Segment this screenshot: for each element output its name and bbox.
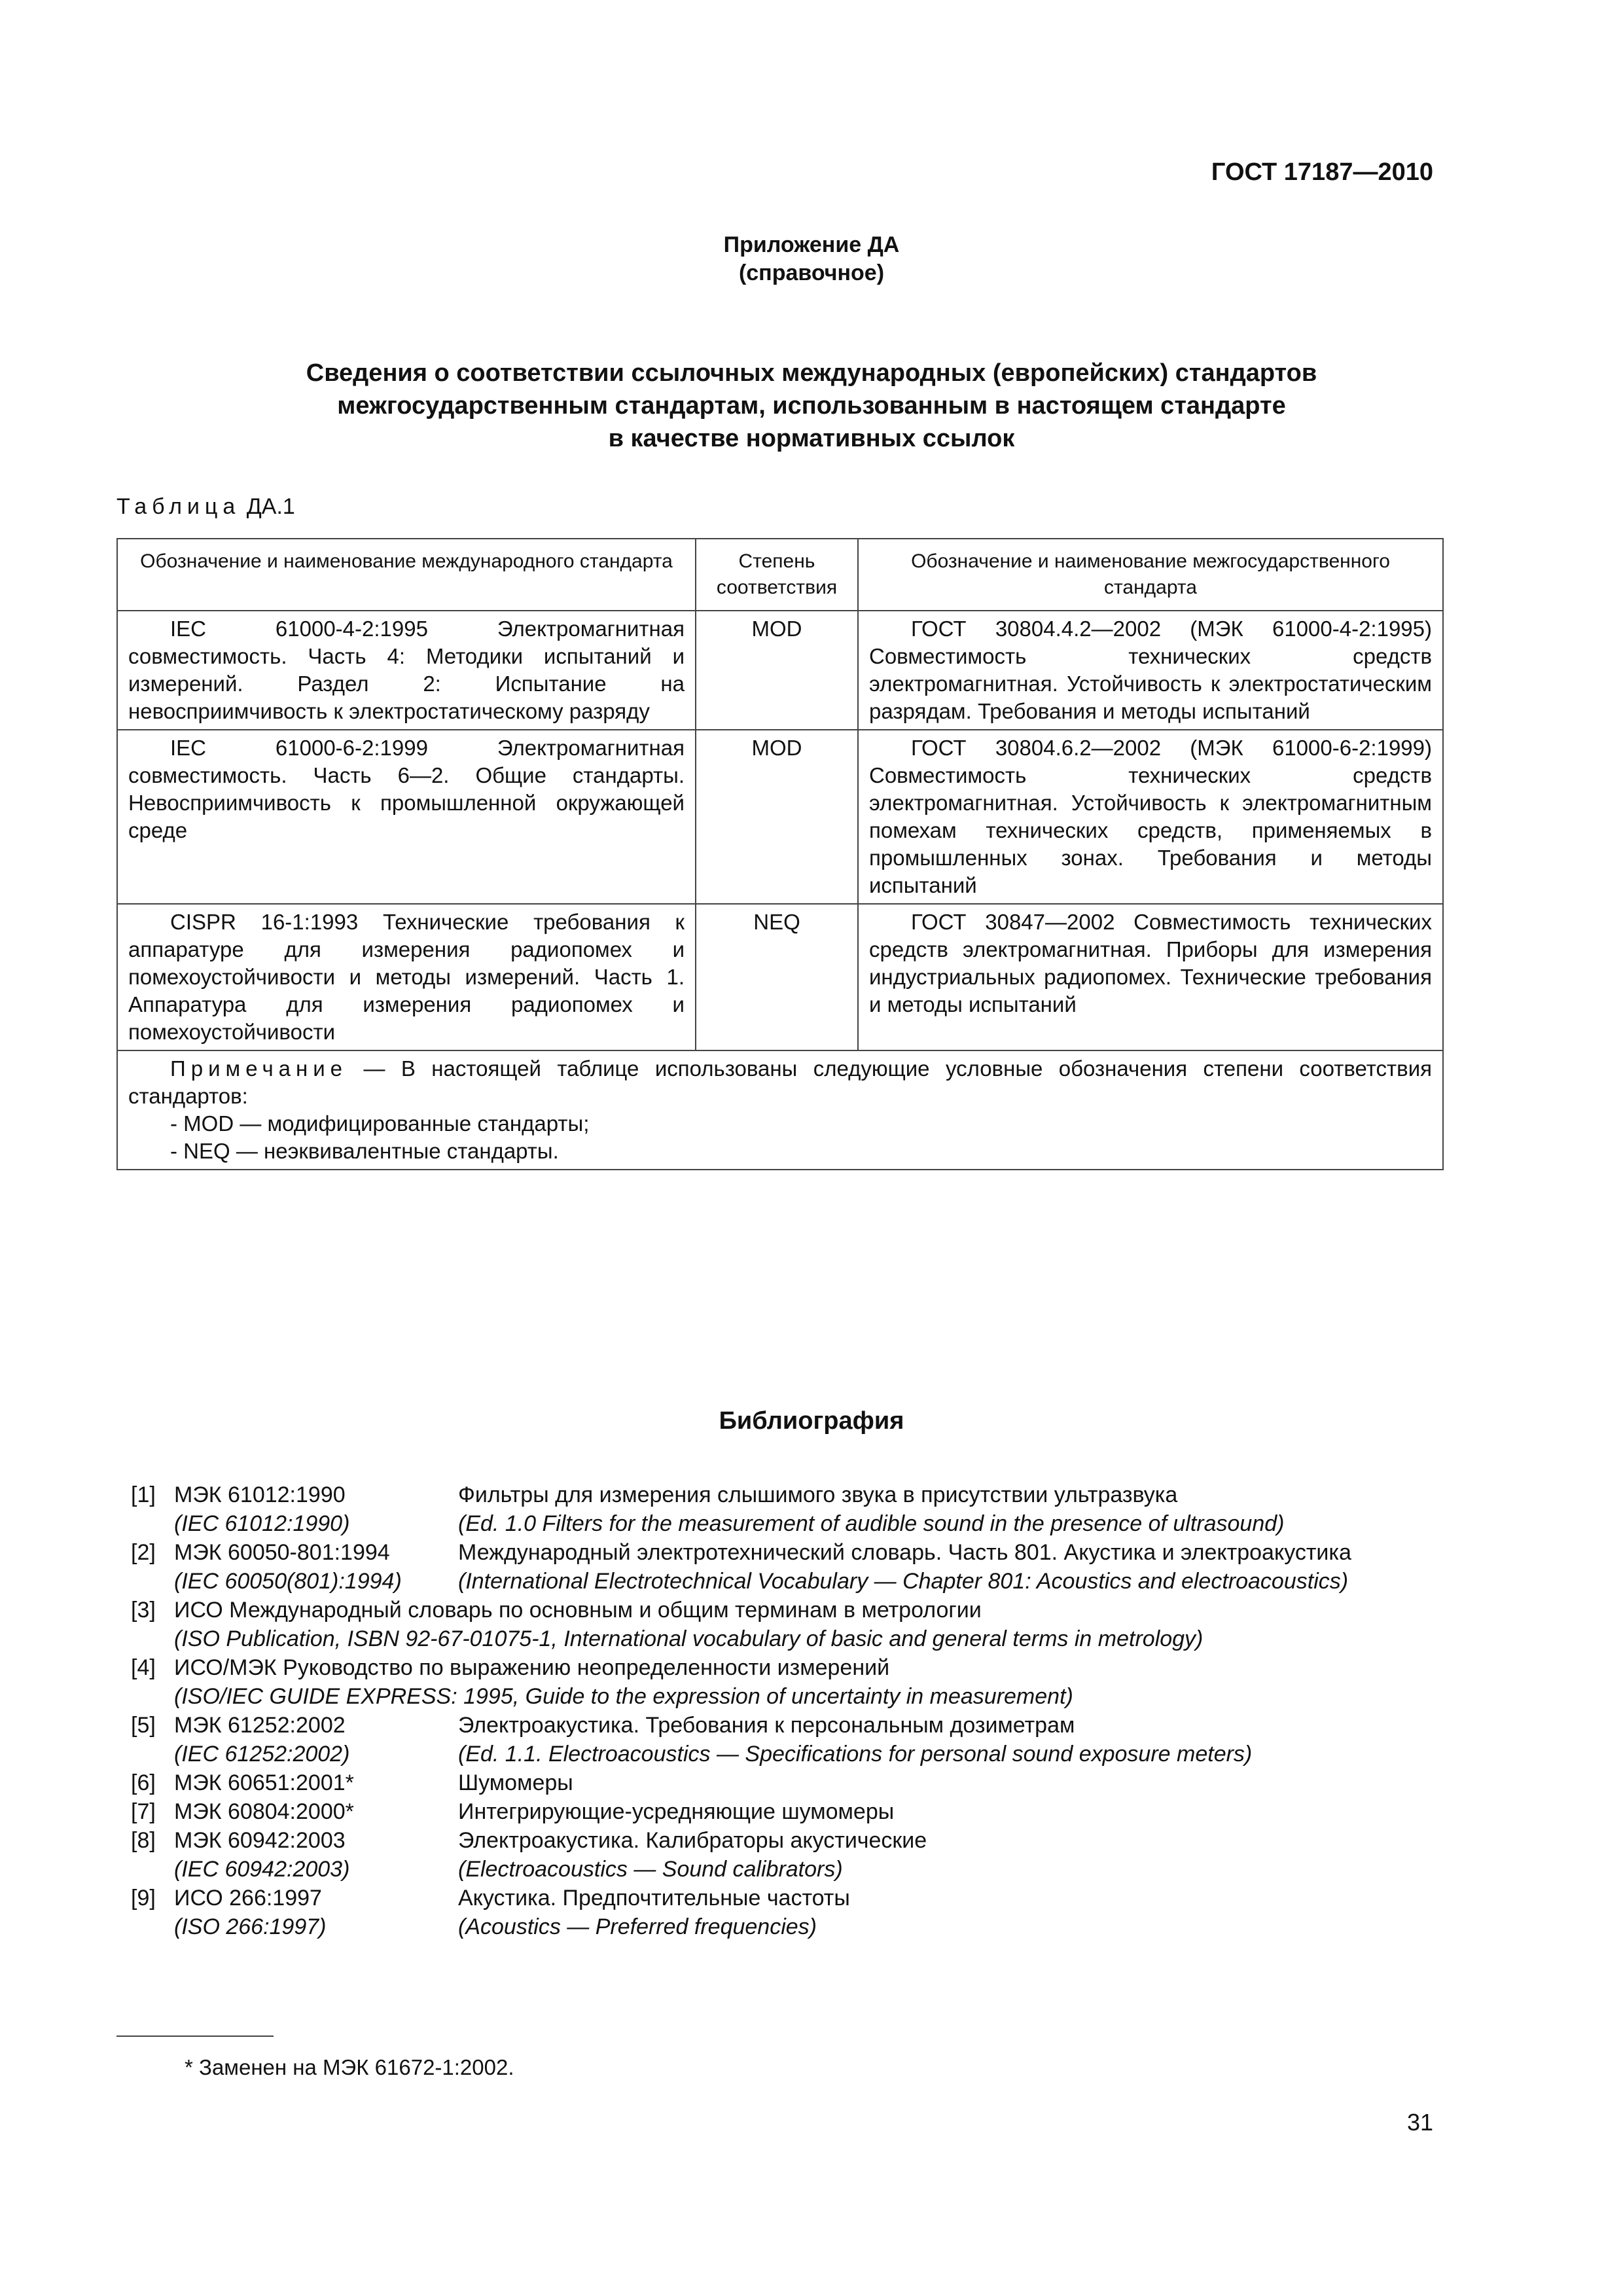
bib-title: Шумомеры xyxy=(458,1770,573,1795)
bib-title: Интегрирующие-усредняющие шумомеры xyxy=(458,1799,895,1824)
table-label-word: Таблица xyxy=(116,494,241,519)
table-row xyxy=(117,904,1443,1050)
bib-title-en: (Ed. 1.1. Electroacoustics — Specifications for personal sound exposure meters) xyxy=(458,1742,1253,1767)
cell-intl-standard: CISPR 16-1:1993 Технические требования к аппаратуре для измерения радиопомех и помехоустойчивости и методы измерений. Часть 1. Аппаратура для измерения радиопомех и помехоустойчивости xyxy=(117,904,696,1050)
bibliography-title: Библиография xyxy=(719,1407,904,1435)
bib-number: [4] xyxy=(131,1655,156,1680)
bib-title: ИСО/МЭК Руководство по выражению неопределенности измерений xyxy=(174,1655,890,1680)
bib-title: Фильтры для измерения слышимого звука в присутствии ультразвука xyxy=(458,1482,1178,1507)
table-note xyxy=(117,1050,1443,1170)
bib-code: ИСО 266:1997 xyxy=(174,1886,322,1910)
bib-entry xyxy=(131,1653,1073,1711)
bib-entry xyxy=(131,1768,573,1797)
bib-title-en: (Acoustics — Preferred frequencies) xyxy=(458,1914,817,1939)
bib-entry xyxy=(131,1480,1284,1538)
bib-number: [5] xyxy=(131,1713,156,1738)
bib-entry xyxy=(131,1711,1252,1768)
note-body: — В настоящей таблице использованы следующие условные обозначения степени соответствия стандартов: xyxy=(128,1056,1432,1108)
bib-number: [3] xyxy=(131,1598,156,1623)
bib-code-en: (IEC 61252:2002) xyxy=(174,1742,350,1767)
table-label-number: ДА.1 xyxy=(246,494,295,519)
page-number: 31 xyxy=(1406,2109,1433,2136)
section-title-line: в качестве нормативных ссылок xyxy=(608,425,1015,452)
bib-entry xyxy=(131,1596,1203,1653)
bib-entry xyxy=(131,1797,894,1826)
bib-entry xyxy=(131,1826,927,1884)
bib-title-en: (ISO Publication, ISBN 92-67-01075-1, International vocabulary of basic and general terms in metrology) xyxy=(174,1626,1204,1651)
bib-code-en: (IEC 60942:2003) xyxy=(174,1857,350,1882)
bib-number: [1] xyxy=(131,1482,156,1507)
cell-interstate-standard: ГОСТ 30804.4.2—2002 (МЭК 61000-4-2:1995) Совместимость технических средств электромагнитная. Устойчивость к электростатическим разрядам. Требования и методы испытаний xyxy=(858,611,1443,730)
note-item: - NEQ — неэквивалентные стандарты. xyxy=(170,1139,559,1163)
bib-code: МЭК 60050-801:1994 xyxy=(174,1540,390,1565)
bib-title-en: (Electroacoustics — Sound calibrators) xyxy=(458,1857,843,1882)
table-note-row xyxy=(117,1050,1443,1170)
table-row xyxy=(117,611,1443,730)
cell-degree: NEQ xyxy=(696,904,858,1050)
table-header-row xyxy=(117,539,1443,611)
table-label xyxy=(116,494,295,520)
appendix-subtitle: (справочное) xyxy=(738,260,885,285)
footnote-divider xyxy=(116,2036,274,2037)
section-title-line: Сведения о соответствии ссылочных международных (европейских) стандартов xyxy=(306,359,1317,387)
bib-number: [6] xyxy=(131,1770,156,1795)
bib-entry xyxy=(131,1538,1351,1596)
cell-degree: MOD xyxy=(696,730,858,904)
bib-code: МЭК 60804:2000* xyxy=(174,1799,354,1824)
bib-number: [9] xyxy=(131,1886,156,1910)
bib-code: МЭК 61252:2002 xyxy=(174,1713,346,1738)
bib-title-en: (Ed. 1.0 Filters for the measurement of audible sound in the presence of ultrasound) xyxy=(458,1511,1285,1536)
header-degree: Степень соответствия xyxy=(696,539,858,611)
note-text xyxy=(128,1055,1432,1110)
bib-title: Акустика. Предпочтительные частоты xyxy=(458,1886,850,1910)
header-interstate-standard: Обозначение и наименование межгосударственного стандарта xyxy=(858,539,1443,611)
bib-entry xyxy=(131,1884,850,1941)
section-title-line: межгосударственным стандартам, использованным в настоящем стандарте xyxy=(337,392,1286,420)
bib-title-en: (ISO/IEC GUIDE EXPRESS: 1995, Guide to the expression of uncertainty in measurement) xyxy=(174,1684,1073,1709)
cell-interstate-standard: ГОСТ 30847—2002 Совместимость технических средств электромагнитная. Приборы для измерения индустриальных радиопомех. Технические требования и методы испытаний xyxy=(858,904,1443,1050)
footnote: * Заменен на МЭК 61672-1:2002. xyxy=(185,2055,514,2079)
bib-title: Международный электротехнический словарь. Часть 801. Акустика и электроакустика xyxy=(458,1540,1351,1565)
bib-title-en: (International Electrotechnical Vocabulary — Chapter 801: Acoustics and electroacoustics) xyxy=(458,1569,1349,1594)
bib-code: МЭК 60651:2001* xyxy=(174,1770,354,1795)
bib-number: [2] xyxy=(131,1540,156,1565)
bib-title: Электроакустика. Калибраторы акустические xyxy=(458,1828,927,1853)
cell-intl-standard: IEC 61000-6-2:1999 Электромагнитная совместимость. Часть 6—2. Общие стандарты. Невосприимчивость к промышленной окружающей среде xyxy=(117,730,696,904)
bib-title: Электроакустика. Требования к персональным дозиметрам xyxy=(458,1713,1075,1738)
cell-interstate-standard: ГОСТ 30804.6.2—2002 (МЭК 61000-6-2:1999) Совместимость технических средств электромагнитная. Устойчивость к электромагнитным помехам технических средств, применяемых в промышленных зонах. Требования и методы испытаний xyxy=(858,730,1443,904)
appendix-title: Приложение ДА xyxy=(723,232,900,257)
note-label: Примечание xyxy=(170,1056,348,1081)
bib-title: ИСО Международный словарь по основным и общим терминам в метрологии xyxy=(174,1598,982,1623)
standards-table xyxy=(116,538,1444,1170)
note-item: - MOD — модифицированные стандарты; xyxy=(170,1111,590,1136)
cell-intl-standard: IEC 61000-4-2:1995 Электромагнитная совместимость. Часть 4: Методики испытаний и измерений. Раздел 2: Испытание на невосприимчивость к электростатическому разряду xyxy=(117,611,696,730)
bib-code: МЭК 60942:2003 xyxy=(174,1828,346,1853)
header-intl-standard: Обозначение и наименование международного стандарта xyxy=(117,539,696,611)
document-number: ГОСТ 17187—2010 xyxy=(1211,158,1433,186)
bib-code-en: (IEC 61012:1990) xyxy=(174,1511,350,1536)
table-row xyxy=(117,730,1443,904)
bib-code: МЭК 61012:1990 xyxy=(174,1482,346,1507)
bib-number: [8] xyxy=(131,1828,156,1853)
bib-code-en: (ISO 266:1997) xyxy=(174,1914,327,1939)
cell-degree: MOD xyxy=(696,611,858,730)
bib-number: [7] xyxy=(131,1799,156,1824)
bib-code-en: (IEC 60050(801):1994) xyxy=(174,1569,402,1594)
section-title xyxy=(0,357,1623,455)
